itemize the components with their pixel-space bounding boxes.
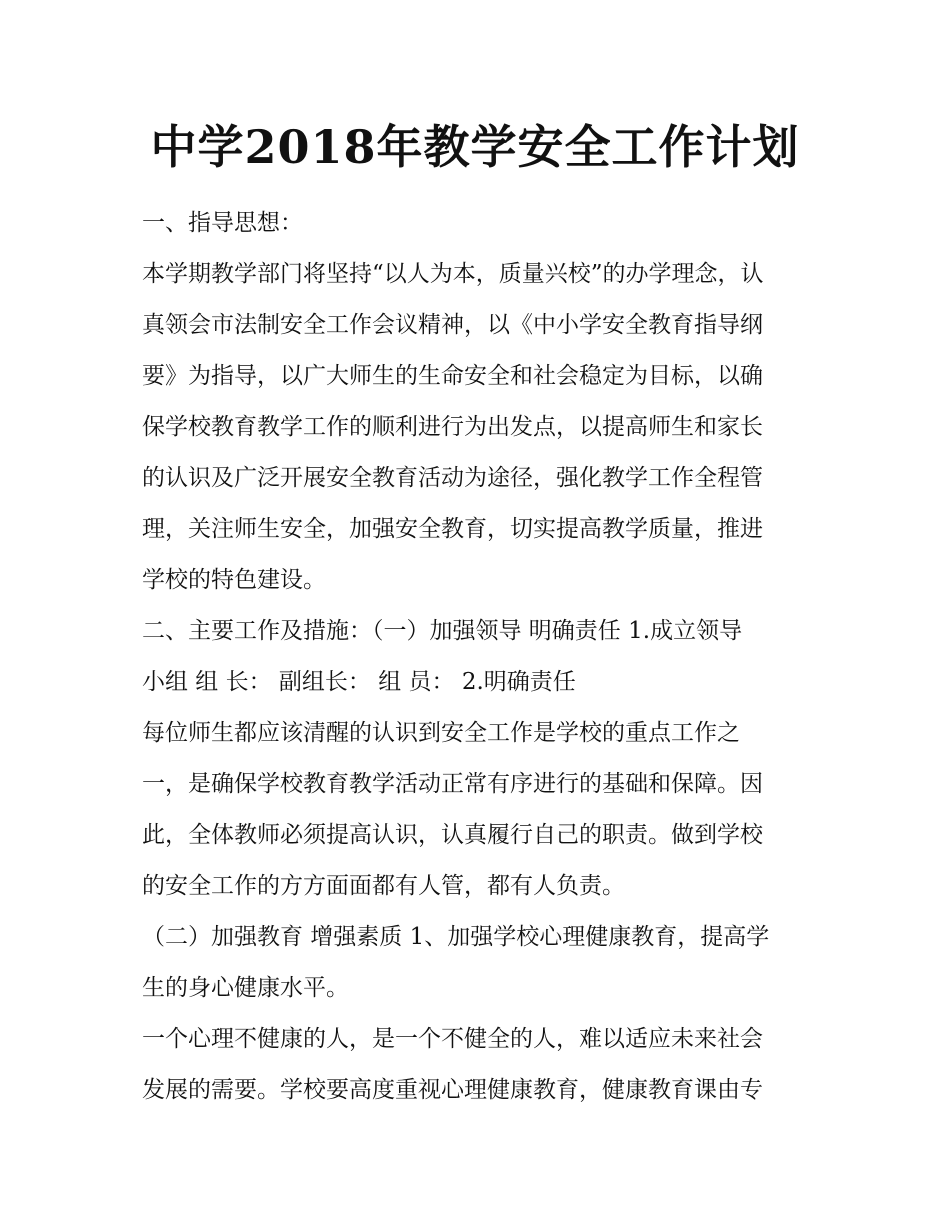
paragraph-line: 一个心理不健康的人，是一个不健全的人，难以适应未来社会 xyxy=(142,1026,763,1052)
paragraph-line: 发展的需要。学校要高度重视心理健康教育，健康教育课由专 xyxy=(142,1077,763,1103)
document-title: 中学2018年教学安全工作计划 xyxy=(150,120,800,174)
paragraph-line: 真领会市法制安全工作会议精神，以《中小学安全教育指导纲 xyxy=(142,312,763,338)
paragraph-line: 每位师生都应该清醒的认识到安全工作是学校的重点工作之 xyxy=(142,720,740,746)
paragraph-line: 此，全体教师必须提高认识，认真履行自己的职责。做到学校 xyxy=(142,822,763,848)
paragraph-line: 理，关注师生安全，加强安全教育，切实提高教学质量，推进 xyxy=(142,516,763,542)
paragraph-line: 的认识及广泛开展安全教育活动为途径，强化教学工作全程管 xyxy=(142,465,763,491)
paragraph-line: 本学期教学部门将坚持“以人为本，质量兴校”的办学理念，认 xyxy=(142,261,764,287)
paragraph-line: 小组 组 长： 副组长： 组 员： 2.明确责任 xyxy=(142,669,576,695)
paragraph-line: 要》为指导，以广大师生的生命安全和社会稳定为目标，以确 xyxy=(142,363,763,389)
section-heading-education: （二）加强教育 增强素质 1、加强学校心理健康教育，提高学 xyxy=(142,924,770,950)
paragraph-line: 生的身心健康水平。 xyxy=(142,975,349,1001)
paragraph-line: 学校的特色建设。 xyxy=(142,567,326,593)
paragraph-line: 的安全工作的方方面面都有人管，都有人负责。 xyxy=(142,873,625,899)
section-heading-guiding-thought: 一、指导思想： xyxy=(142,210,303,236)
paragraph-line: 保学校教育教学工作的顺利进行为出发点，以提高师生和家长 xyxy=(142,414,763,440)
section-heading-main-work: 二、主要工作及措施：（一）加强领导 明确责任 1.成立领导 xyxy=(142,618,743,644)
paragraph-line: 一，是确保学校教育教学活动正常有序进行的基础和保障。因 xyxy=(142,771,763,797)
